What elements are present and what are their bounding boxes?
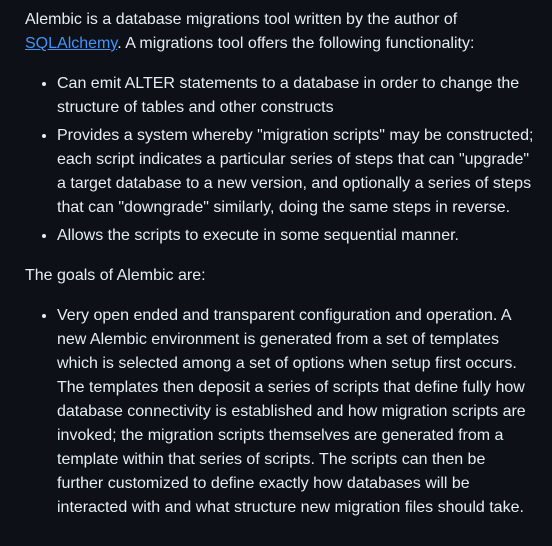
goals-list (25, 304, 535, 520)
functionality-list (25, 72, 535, 248)
intro-text-before: Alembic is a database migrations tool written by the author of (25, 11, 458, 28)
list-item: • Very open ended and transparent configuration and operation. A new Alembic environment is generated from a set of templates which is selected among a set of options when setup first occurs. The templates then deposit a series of scripts that define fully how database connectivity is established and how migration scripts are invoked; the migration scripts themselves are generated from a template within that series of scripts. The scripts can then be further customized to define exactly how databases will be interacted with and what structure new migration files should take. (57, 304, 535, 520)
readme-content (25, 8, 535, 520)
list-item: • Provides a system whereby "migration scripts" may be constructed; each script indicates a particular series of steps that can "upgrade" a target database to a new version, and optionally a series of steps that can "downgrade" similarly, doing the same steps in reverse. (57, 124, 535, 220)
list-item: • Can emit ALTER statements to a database in order to change the structure of tables and other constructs (57, 72, 535, 120)
goals-heading: The goals of Alembic are: (25, 267, 206, 284)
list-item: • Allows the scripts to execute in some sequential manner. (57, 224, 535, 248)
intro-paragraph (25, 8, 535, 56)
sqlalchemy-link[interactable]: SQLAlchemy (25, 35, 118, 52)
intro-text-after: . A migrations tool offers the following functionality: (117, 35, 475, 52)
